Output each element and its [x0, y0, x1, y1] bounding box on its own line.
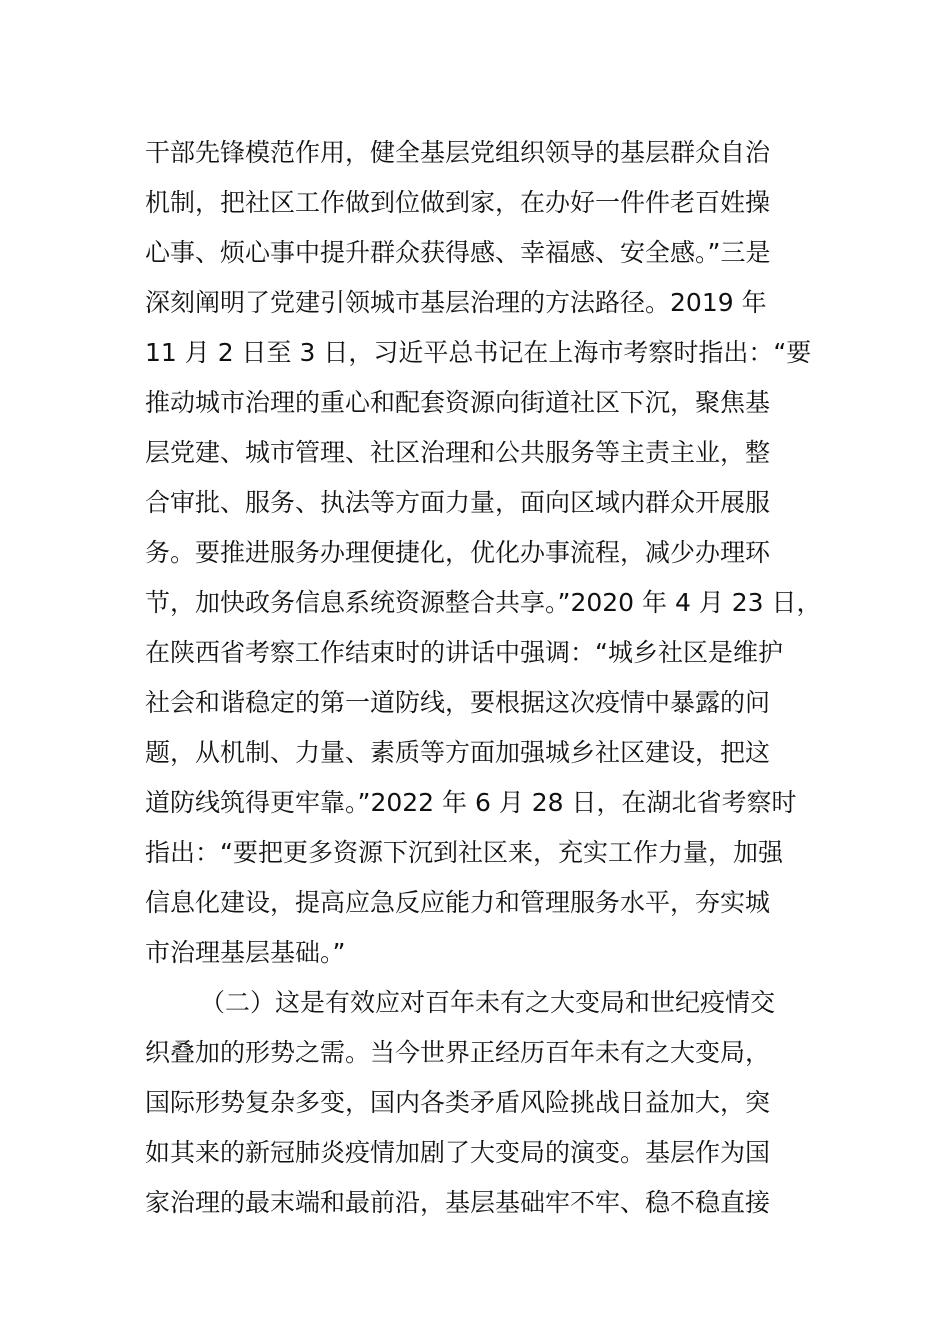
text-line: 干部先锋模范作用，健全基层党组织领导的基层群众自治: [145, 138, 771, 167]
text-line: 机制，把社区工作做到位做到家，在办好一件件老百姓操: [145, 188, 771, 217]
text-line: 道防线筑得更牢靠。”2022 年 6 月 28 日，在湖北省考察时: [145, 788, 797, 817]
text-line: 节，加快政务信息系统资源整合共享。”2020 年 4 月 23 日，: [145, 588, 822, 617]
text-line: 如其来的新冠肺炎疫情加剧了大变局的演变。基层作为国: [145, 1138, 771, 1167]
text-line: 11 月 2 日至 3 日，习近平总书记在上海市考察时指出：“要: [145, 338, 812, 367]
text-line: 推动城市治理的重心和配套资源向街道社区下沉，聚焦基: [145, 388, 771, 417]
text-line: 社会和谐稳定的第一道防线，要根据这次疫情中暴露的问: [145, 688, 771, 717]
text-line: 心事、烦心事中提升群众获得感、幸福感、安全感。”三是: [145, 238, 771, 267]
text-line: 合审批、服务、执法等方面力量，面向区域内群众开展服: [145, 488, 771, 517]
text-line: 务。要推进服务办理便捷化，优化办事流程，减少办理环: [145, 538, 771, 567]
text-line: 市治理基层基础。”: [145, 938, 346, 967]
paragraph-heading-line: （二）这是有效应对百年未有之大变局和世纪疫情交: [200, 988, 776, 1017]
text-line: 题，从机制、力量、素质等方面加强城乡社区建设，把这: [145, 738, 771, 767]
text-line: 指出：“要把更多资源下沉到社区来，充实工作力量，加强: [145, 838, 783, 867]
text-line: 信息化建设，提高应急反应能力和管理服务水平，夯实城: [145, 888, 771, 917]
text-line: 国际形势复杂多变，国内各类矛盾风险挑战日益加大，突: [145, 1088, 771, 1117]
text-line: 织叠加的形势之需。当今世界正经历百年未有之大变局，: [145, 1038, 771, 1067]
text-line: 层党建、城市管理、社区治理和公共服务等主责主业，整: [145, 438, 771, 467]
text-line: 深刻阐明了党建引领城市基层治理的方法路径。2019 年: [145, 288, 767, 317]
text-line: 家治理的最末端和最前沿，基层基础牢不牢、稳不稳直接: [145, 1188, 771, 1217]
text-line: 在陕西省考察工作结束时的讲话中强调：“城乡社区是维护: [145, 638, 783, 667]
